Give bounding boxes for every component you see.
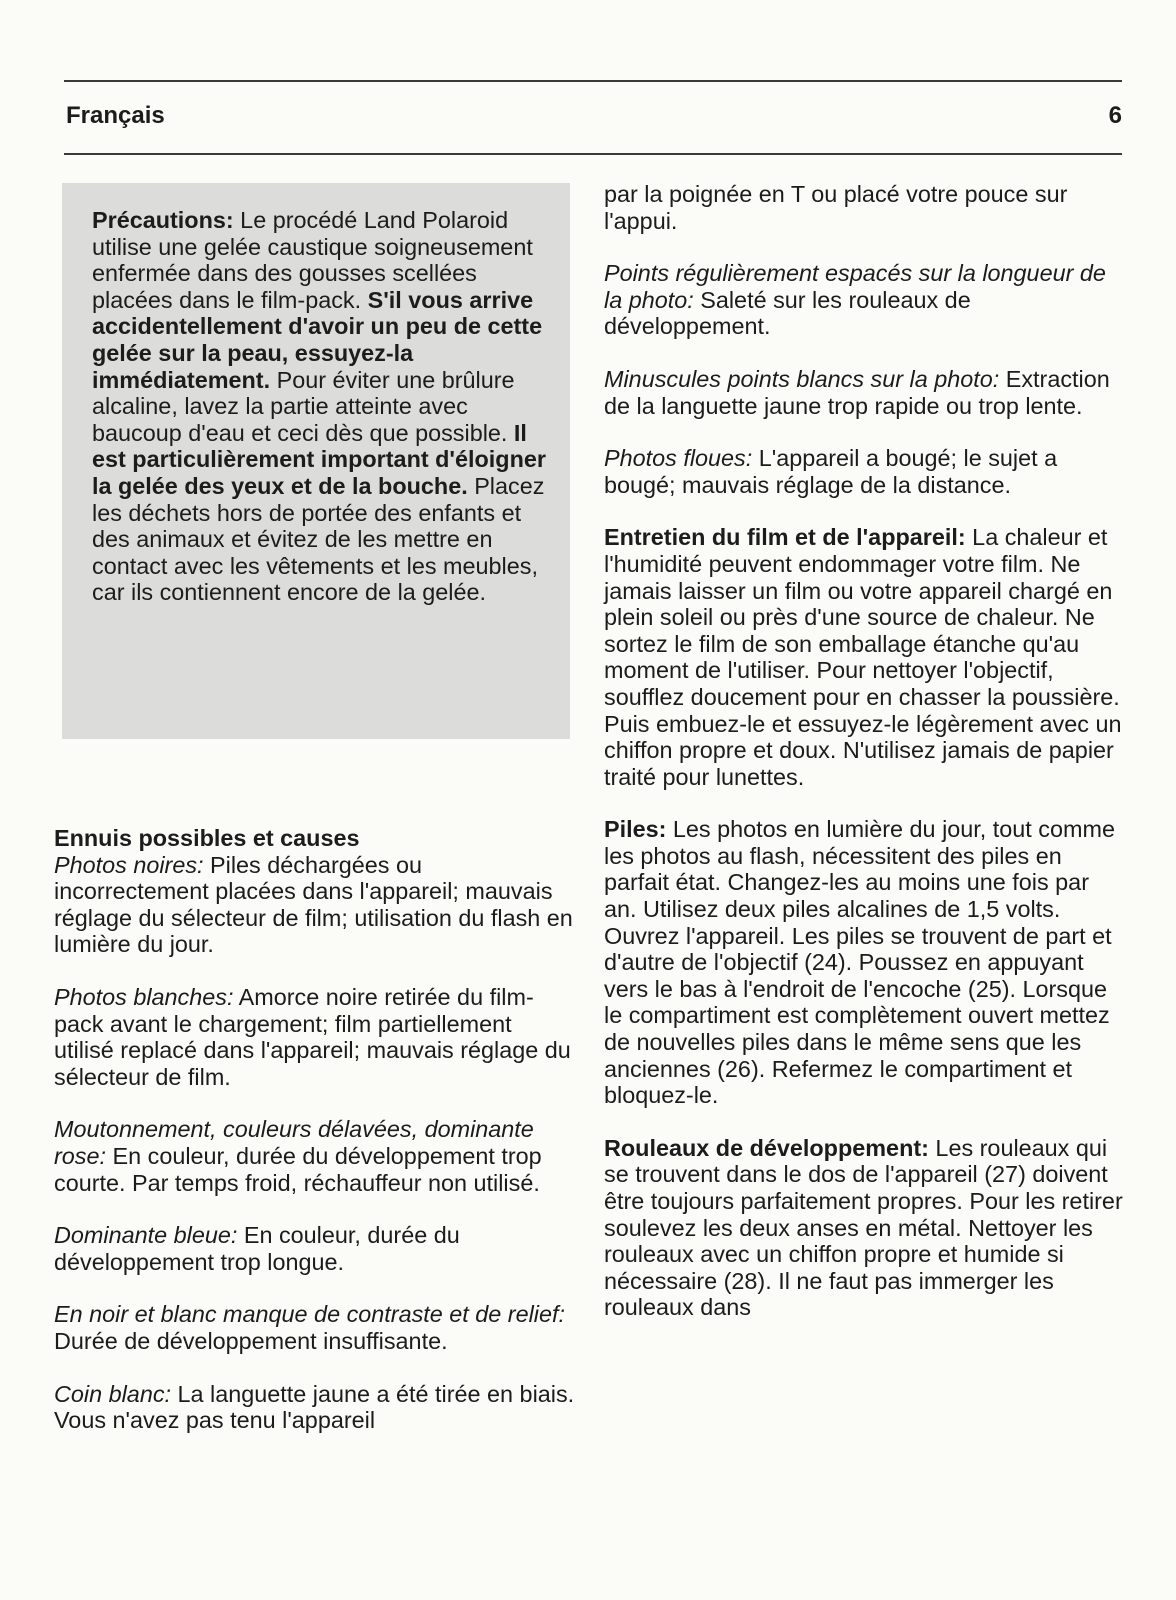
trouble-item: Photos noires: Piles déchargées ou incorrectement placées dans l'appareil; mauvais réglage du sélecteur de film; utilisation du flash en lumière du jour.: [54, 851, 573, 958]
rollers-heading: Rouleaux de développement:: [604, 1134, 929, 1161]
trouble-item: Minuscules points blancs sur la photo: Extraction de la languette jaune trop rapide ou trop lente.: [604, 365, 1110, 419]
trouble-item: Photos blanches: Amorce noire retirée du film-pack avant le chargement; film partiellement utilisé replacé dans l'appareil; mauvais réglage du sélecteur de film.: [54, 983, 571, 1090]
trouble-item: Coin blanc: La languette jaune a été tirée en biais. Vous n'avez pas tenu l'appareil: [54, 1380, 575, 1434]
precautions-label: Précautions:: [92, 207, 234, 233]
precautions-text: Précautions: Le procédé Land Polaroid utilise une gelée caustique soigneusement enfermée dans des gousses scellées placées dans le film-pack. S'il vous arrive accidentellement d'avoir un peu de cette gelée sur la peau, essuyez-la immédiatement. Pour éviter une brûlure alcaline, lavez la partie atteinte avec baucoup d'eau et ceci dès que possible. Il est particulièrement important d'éloigner la gelée des yeux et de la bouche. Placez les déchets hors de portée des enfants et des animaux et évitez de les mettre en contact avec les vêtements et les meubles, car ils contiennent encore de la gelée.: [92, 207, 546, 606]
care-heading: Entretien du film et de l'appareil:: [604, 524, 966, 551]
page-number: 6: [1108, 102, 1122, 129]
precautions-warning-1: S'il vous arrive accidentellement d'avoir un peu de cette gelée sur la peau, essuyez-la immédiatement.: [92, 286, 543, 393]
trouble-item: En noir et blanc manque de contraste et de relief: Durée de développement insuffisante.: [54, 1301, 566, 1354]
trouble-item: Moutonnement, couleurs délavées, dominante rose: En couleur, durée du développement trop courte. Par temps froid, réchauffeur non utilisé.: [54, 1116, 542, 1196]
troubles-column: [54, 825, 576, 1460]
right-column: [604, 181, 1124, 1347]
header-top-rule: [64, 80, 1122, 82]
precautions-warning-2: Il est particulièrement important d'éloigner la gelée des yeux et de la bouche.: [92, 419, 546, 499]
care-section: Entretien du film et de l'appareil: La chaleur et l'humidité peuvent endommager votre film. Ne jamais laisser un film ou votre appareil chargé en plein soleil ou près d'une source de chaleur. Ne sortez le film de son emballage étanche qu'au moment de l'utiliser. Pour nettoyer l'objectif, soufflez doucement pour en chasser la poussière. Puis embuez-le et essuyez-le légèrement avec un chiffon propre et doux. N'utilisez jamais de papier traité pour lunettes.: [604, 524, 1122, 790]
language-label: Français: [66, 102, 165, 129]
header-bottom-rule: [64, 153, 1122, 155]
continuation-text: par la poignée en T ou placé votre pouce sur l'appui.: [604, 181, 1068, 234]
batteries-section: Piles: Les photos en lumière du jour, tout comme les photos au flash, nécessitent des piles en parfait état. Changez-les au moins une fois par an. Utilisez deux piles alcalines de 1,5 volts. Ouvrez l'appareil. Les piles se trouvent de part et d'autre de l'objectif (24). Poussez en appuyant vers le bas à l'endroit de l'encoche (25). Lorsque le compartiment est complètement ouvert mettez de nouvelles piles dans le même sens que les anciennes (26). Refermez le compartiment et bloquez-le.: [604, 816, 1115, 1109]
rollers-section: Rouleaux de développement: Les rouleaux qui se trouvent dans le dos de l'appareil (27) doivent être toujours parfaitement propres. Pour les retirer soulevez les deux anses en métal. Nettoyer les rouleaux avec un chiffon propre et humide si nécessaire (28). Il ne faut pas immerger les rouleaux dans: [604, 1134, 1123, 1321]
trouble-item: Points régulièrement espacés sur la longueur de la photo: Saleté sur les rouleaux de développement.: [604, 260, 1106, 340]
trouble-item: Dominante bleue: En couleur, durée du développement trop longue.: [54, 1222, 460, 1275]
troubles-title: Ennuis possibles et causes: [54, 825, 360, 851]
batteries-heading: Piles:: [604, 816, 667, 843]
trouble-item: Photos floues: L'appareil a bougé; le sujet a bougé; mauvais réglage de la distance.: [604, 445, 1058, 498]
